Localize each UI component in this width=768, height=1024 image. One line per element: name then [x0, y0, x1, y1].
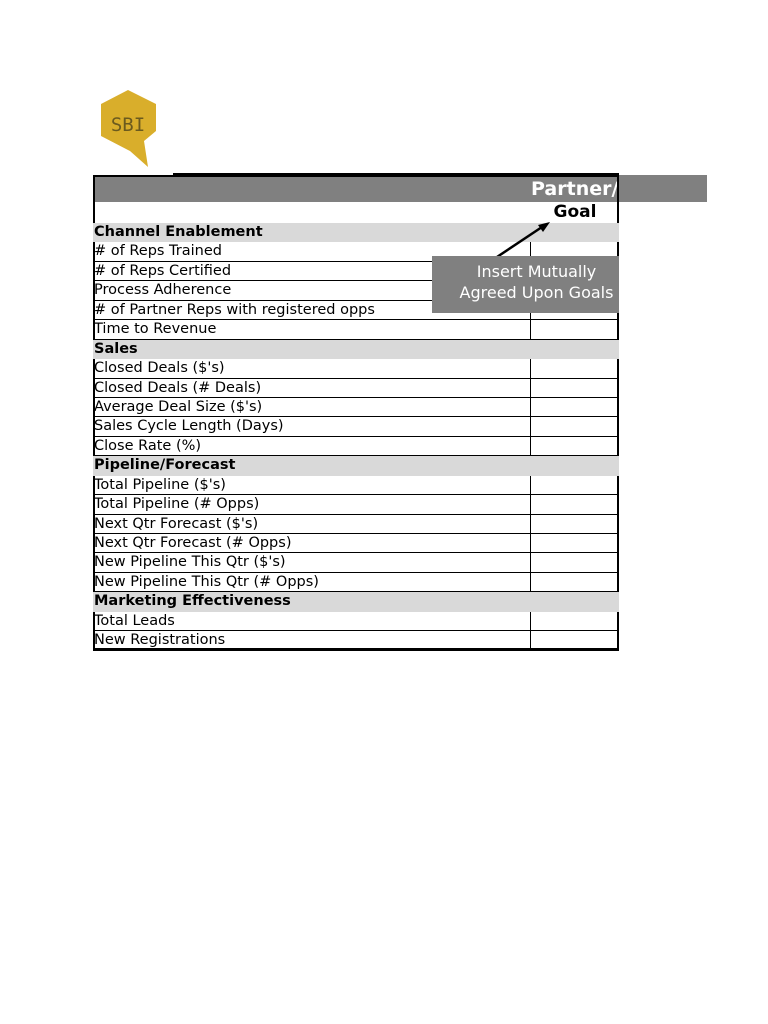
- table-row: [93, 553, 619, 572]
- logo-text: SBI: [110, 114, 146, 136]
- table-row: [93, 476, 619, 495]
- goal-cell[interactable]: [530, 379, 619, 397]
- table-row: [93, 398, 619, 417]
- goal-cell[interactable]: [530, 573, 619, 591]
- metric-label: New Pipeline This Qtr ($'s): [94, 554, 286, 571]
- table-row: [93, 515, 619, 534]
- goal-cell[interactable]: [530, 476, 619, 494]
- metric-label: Next Qtr Forecast ($'s): [94, 515, 259, 532]
- section-header-row: [93, 456, 619, 475]
- section-label: Marketing Effectiveness: [94, 593, 291, 610]
- metric-label: Total Pipeline (# Opps): [94, 496, 260, 513]
- table-row: [93, 437, 619, 456]
- table-row: [93, 417, 619, 436]
- table-row: [93, 379, 619, 398]
- callout-line-1: Insert Mutually: [476, 262, 597, 281]
- header-title: Partner/: [531, 178, 619, 200]
- table-row: [93, 631, 619, 650]
- goal-cell[interactable]: [530, 417, 619, 435]
- metric-label: Closed Deals (# Deals): [94, 379, 262, 396]
- metric-label: Closed Deals ($'s): [94, 360, 225, 377]
- goal-cell[interactable]: [530, 320, 619, 338]
- table-row: [93, 534, 619, 553]
- metric-label: # of Reps Trained: [94, 243, 222, 260]
- goal-cell[interactable]: [530, 515, 619, 533]
- table-row: [93, 320, 619, 339]
- goal-cell[interactable]: [530, 631, 619, 649]
- goals-callout: [432, 256, 619, 313]
- goal-cell[interactable]: [530, 612, 619, 630]
- goal-cell[interactable]: [530, 553, 619, 571]
- goal-cell[interactable]: [530, 495, 619, 513]
- metric-label: Total Leads: [94, 612, 175, 629]
- sbi-logo: [99, 89, 159, 169]
- goal-cell[interactable]: [530, 437, 619, 455]
- table-row: [93, 359, 619, 378]
- section-label: Sales: [94, 340, 138, 357]
- metric-label: Time to Revenue: [94, 321, 217, 338]
- metric-label: New Pipeline This Qtr (# Opps): [94, 573, 319, 590]
- section-header-row: [93, 340, 619, 359]
- table-row: [93, 612, 619, 631]
- metric-label: Sales Cycle Length (Days): [94, 418, 284, 435]
- metric-label: Process Adherence: [94, 282, 232, 299]
- section-label: Channel Enablement: [94, 224, 263, 240]
- metric-label: Next Qtr Forecast (# Opps): [94, 535, 292, 551]
- section-header-row: [93, 592, 619, 611]
- goal-cell[interactable]: [530, 534, 619, 552]
- metric-label: Average Deal Size ($'s): [94, 398, 263, 415]
- metric-label: Total Pipeline ($'s): [94, 476, 226, 493]
- metric-label: # of Reps Certified: [94, 262, 232, 279]
- metric-label: # of Partner Reps with registered opps: [94, 301, 375, 318]
- table-row: [93, 573, 619, 592]
- callout-arrow: [490, 215, 560, 260]
- goal-cell[interactable]: [530, 398, 619, 416]
- goal-column-header: Goal: [553, 202, 597, 222]
- metric-label: New Registrations: [94, 632, 226, 649]
- goal-cell[interactable]: [530, 359, 619, 377]
- section-label: Pipeline/Forecast: [94, 457, 236, 474]
- callout-line-2: Agreed Upon Goals: [459, 283, 614, 302]
- metric-label: Close Rate (%): [94, 437, 202, 454]
- table-row: [93, 495, 619, 514]
